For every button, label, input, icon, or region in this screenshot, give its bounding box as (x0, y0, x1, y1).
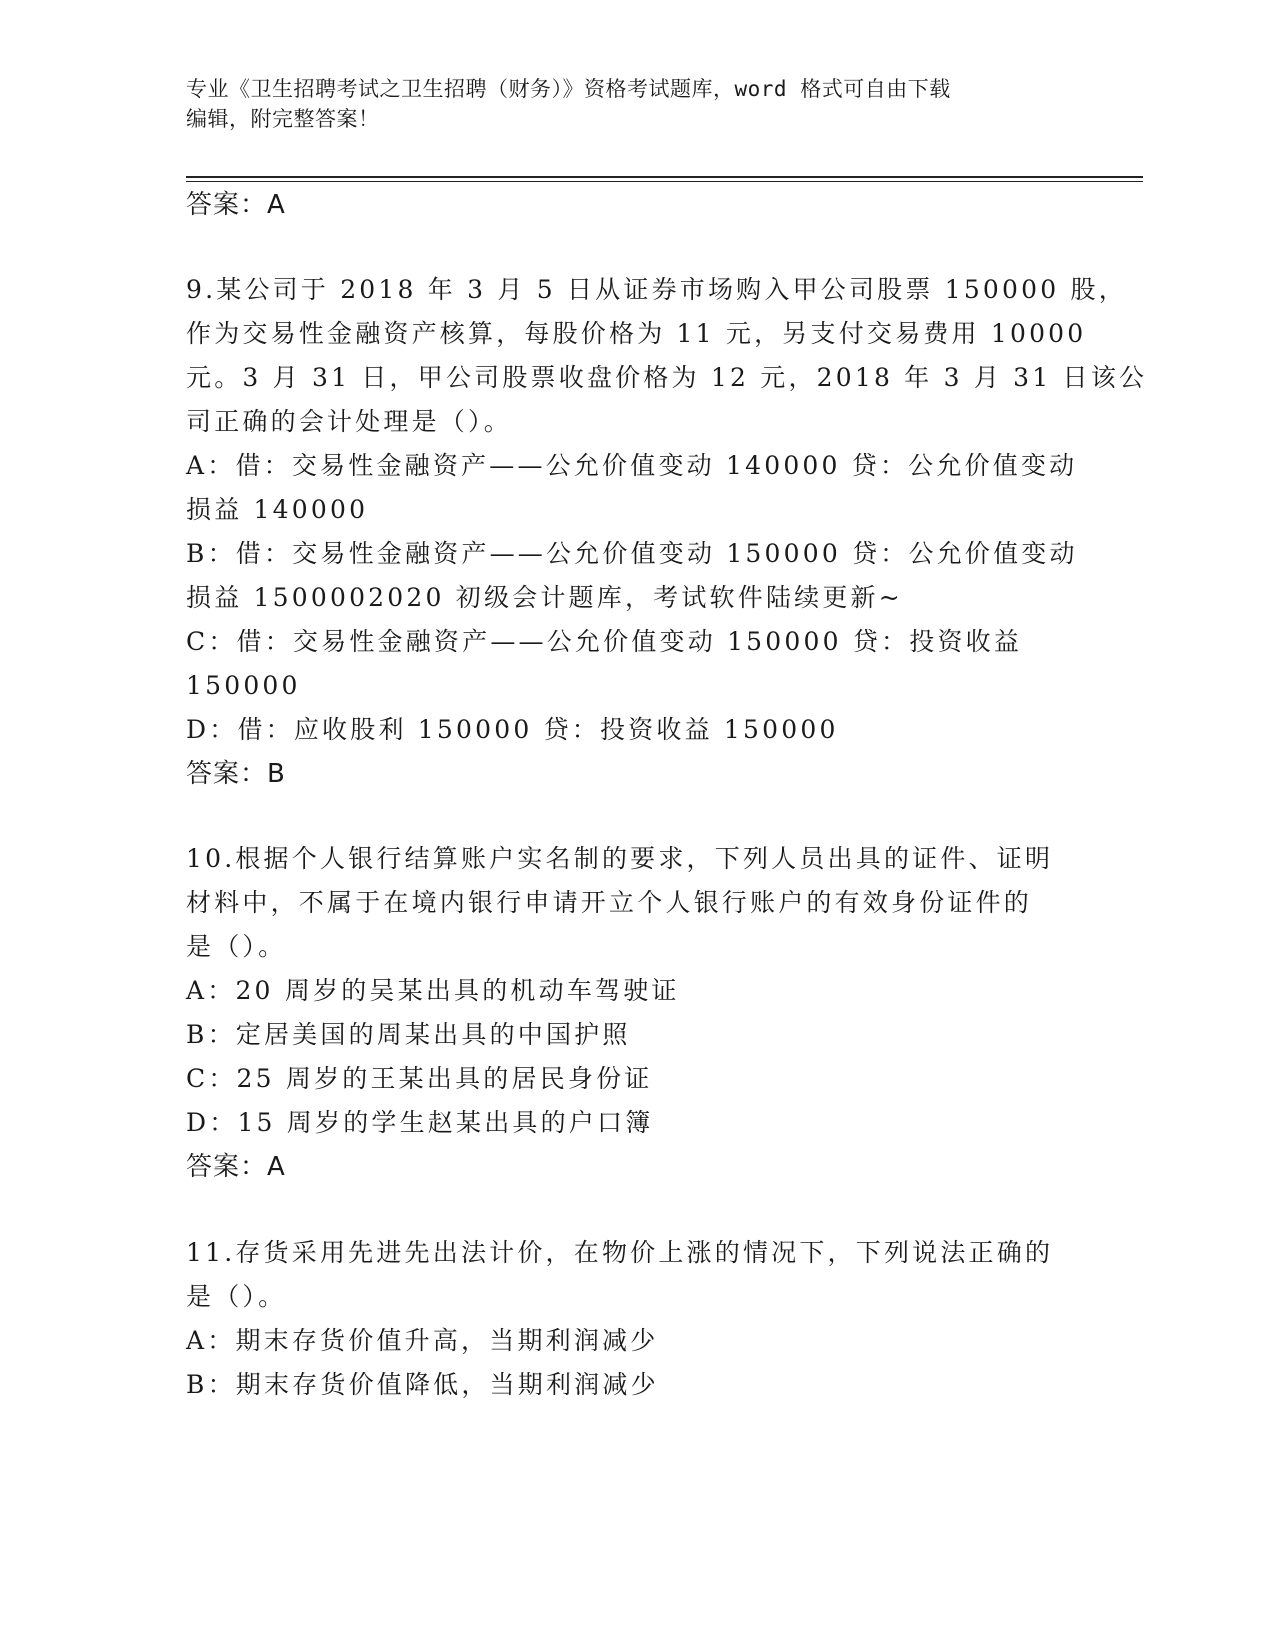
question-10-option-c: C：25 周岁的王某出具的居民身份证 (186, 1064, 653, 1093)
question-10-line-1: 10.根据个人银行结算账户实名制的要求，下列人员出具的证件、证明 (186, 844, 1054, 873)
question-9-option-d: D：借：应收股利 150000 贷：投资收益 150000 (186, 715, 839, 744)
question-9-option-c-cont: 150000 (186, 671, 301, 700)
question-10-line-2: 材料中，不属于在境内银行申请开立个人银行账户的有效身份证件的 (186, 888, 1033, 917)
question-11-option-a: A：期末存货价值升高，当期利润减少 (186, 1326, 659, 1355)
question-9-line-4: 司正确的会计处理是（）。 (186, 407, 512, 436)
answer-q9: 答案：B (186, 759, 286, 789)
question-10-line-3: 是（）。 (186, 932, 287, 961)
question-9-line-1: 9.某公司于 2018 年 3 月 5 日从证券市场购入甲公司股票 150000 股， (186, 275, 1127, 304)
header-line-1: 专业《卫生招聘考试之卫生招聘（财务）》资格考试题库，word 格式可自由下载 (186, 77, 951, 101)
header-line-2: 编辑，附完整答案！ (186, 107, 380, 131)
header-divider-thick (186, 176, 1143, 178)
answer-q10: 答案：A (186, 1152, 286, 1182)
question-9-option-b: B：借：交易性金融资产——公允价值变动 150000 贷：公允价值变动 (186, 539, 1078, 568)
question-9-line-2: 作为交易性金融资产核算，每股价格为 11 元，另支付交易费用 10000 (186, 319, 1087, 348)
question-10-option-d: D：15 周岁的学生赵某出具的户口簿 (186, 1108, 654, 1137)
question-11-line-1: 11.存货采用先进先出法计价，在物价上涨的情况下，下列说法正确的 (186, 1238, 1054, 1267)
question-9-option-c: C：借：交易性金融资产——公允价值变动 150000 贷：投资收益 (186, 627, 1023, 656)
question-9-option-a: A：借：交易性金融资产——公允价值变动 140000 贷：公允价值变动 (186, 451, 1078, 480)
question-9-option-a-cont: 损益 140000 (186, 495, 369, 524)
question-11-option-b: B：期末存货价值降低，当期利润减少 (186, 1370, 659, 1399)
document-header (186, 74, 1086, 134)
question-10-option-b: B：定居美国的周某出具的中国护照 (186, 1020, 631, 1049)
question-11-line-2: 是（）。 (186, 1282, 287, 1311)
header-divider-thin (186, 181, 1143, 182)
answer-q8: 答案：A (186, 190, 286, 220)
question-9-option-b-cont: 损益 1500002020 初级会计题库，考试软件陆续更新~ (186, 583, 903, 612)
question-10-option-a: A：20 周岁的吴某出具的机动车驾驶证 (186, 976, 680, 1005)
question-9-line-3: 元。3 月 31 日，甲公司股票收盘价格为 12 元，2018 年 3 月 31 日该公 (186, 363, 1148, 392)
